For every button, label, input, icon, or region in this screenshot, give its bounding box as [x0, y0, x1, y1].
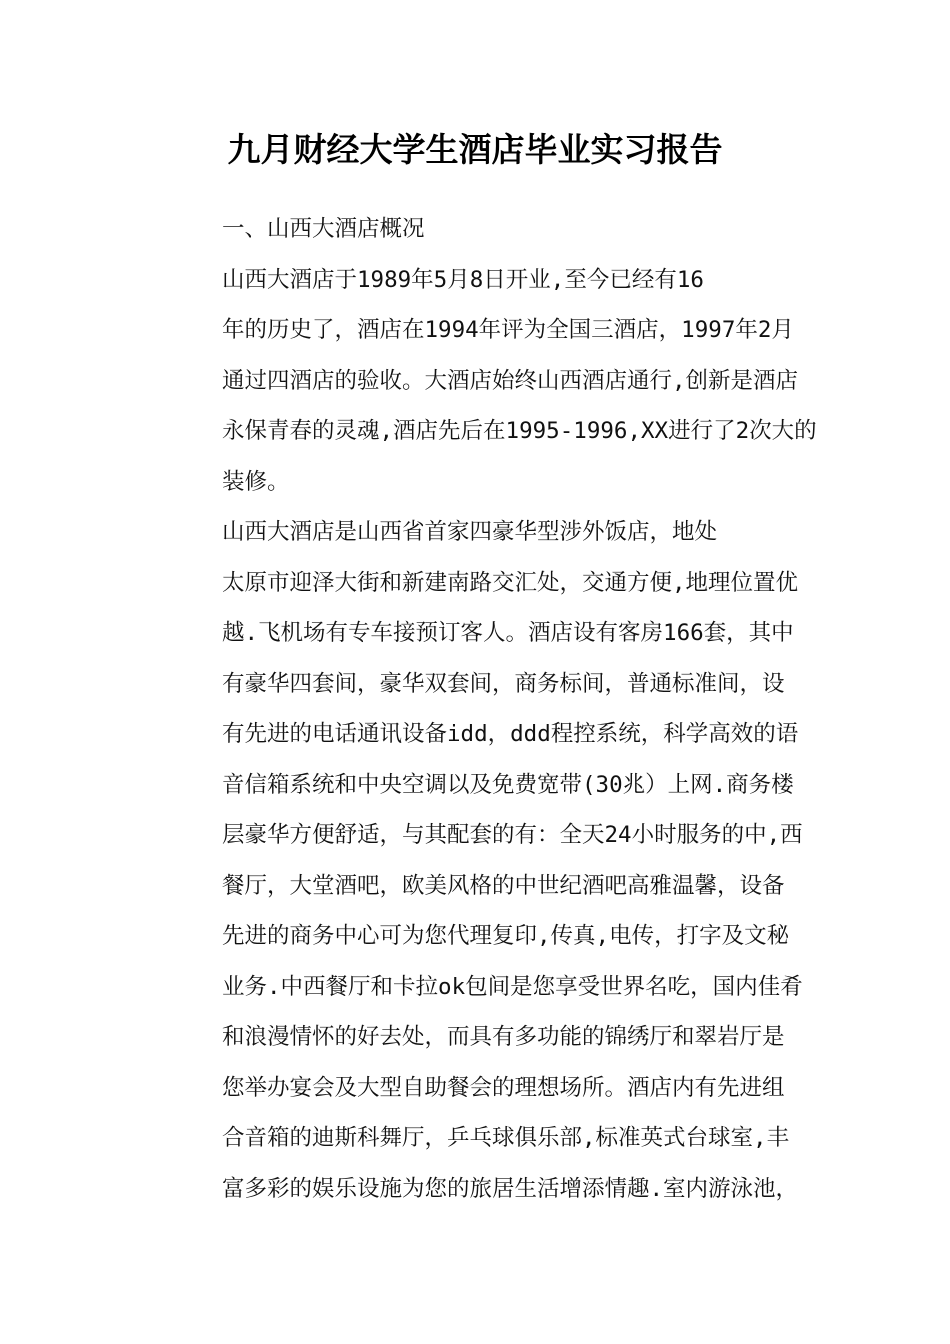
paragraph-line: 山西大酒店于1989年5月8日开业,至今已经有16: [222, 266, 704, 293]
paragraph-line: 年的历史了，酒店在1994年评为全国三酒店，1997年2月: [222, 317, 794, 343]
paragraph-line: 有豪华四套间，豪华双套间，商务标间，普通标准间，设: [222, 670, 785, 697]
paragraph-facilities: [147, 507, 807, 1214]
paragraph-line: 山西大酒店是山西省首家四豪华型涉外饭店，地处: [222, 519, 718, 545]
paragraph-line: 太原市迎泽大街和新建南路交汇处，交通方便,地理位置优: [222, 569, 799, 596]
paragraph-line: 通过四酒店的验收。大酒店始终山西酒店通行,创新是酒店: [222, 367, 799, 394]
paragraph-line: 装修。: [222, 468, 290, 495]
section-heading: 一、山西大酒店概况: [222, 216, 425, 242]
document-body: [147, 204, 817, 1214]
paragraph-line: 您举办宴会及大型自助餐会的理想场所。酒店内有先进组: [222, 1074, 785, 1101]
paragraph-line: 先进的商务中心可为您代理复印,传真,电传，打字及文秘: [222, 923, 790, 949]
paragraph-line: 富多彩的娱乐设施为您的旅居生活增添情趣.室内游泳池，: [222, 1175, 799, 1202]
paragraph-line: 永保青春的灵魂,酒店先后在1995-1996,XX进行了2次大的: [222, 418, 817, 444]
paragraph-line: 音信箱系统和中央空调以及免费宽带(30兆）上网.商务楼: [222, 771, 794, 798]
paragraph-line: 餐厅，大堂酒吧，欧美风格的中世纪酒吧高雅温馨，设备: [222, 872, 785, 899]
paragraph-line: 业务.中西餐厅和卡拉ok包间是您享受世界名吃，国内佳肴: [222, 973, 803, 1000]
paragraph-line: 层豪华方便舒适，与其配套的有：全天24小时服务的中,西: [222, 822, 803, 848]
paragraph-line: 合音箱的迪斯科舞厅，乒乓球俱乐部,标准英式台球室,丰: [222, 1125, 790, 1151]
paragraph-history: [147, 255, 817, 508]
document-title: 九月财经大学生酒店毕业实习报告: [227, 130, 723, 169]
paragraph-line: 和浪漫情怀的好去处，而具有多功能的锦绣厅和翠岩厅是: [222, 1024, 785, 1050]
paragraph-line: 有先进的电话通讯设备idd，ddd程控系统，科学高效的语: [222, 721, 799, 747]
paragraph-line: 越.飞机场有专车接预订客人。酒店设有客房166套，其中: [222, 620, 794, 646]
